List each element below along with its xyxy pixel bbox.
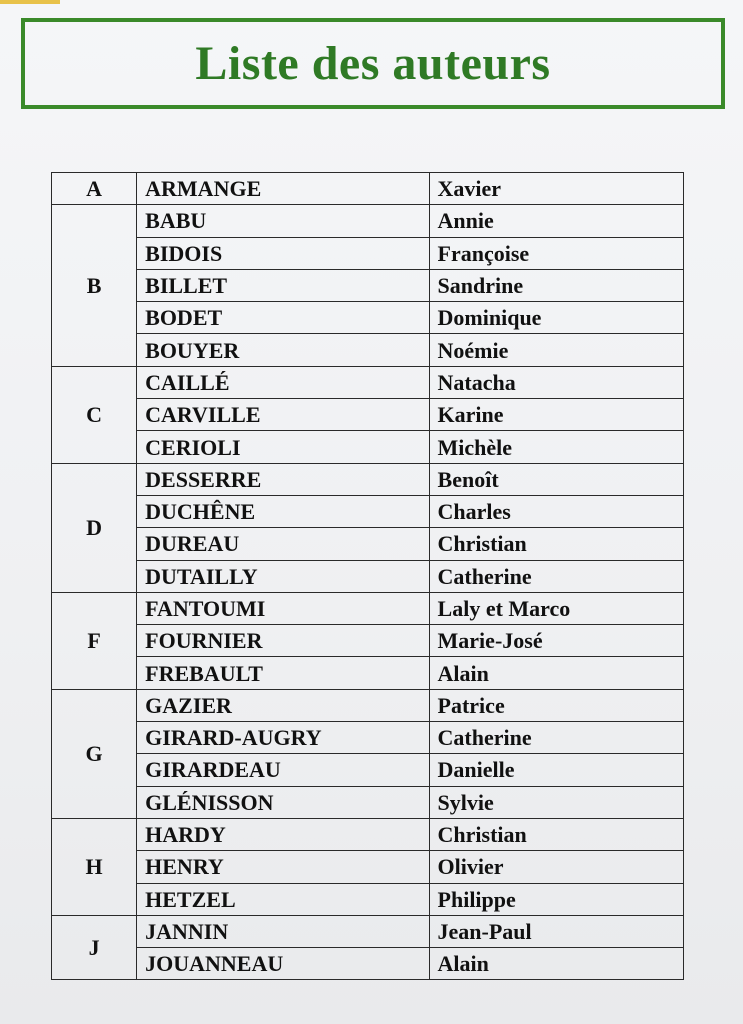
author-row [52, 722, 684, 754]
author-row [52, 592, 684, 624]
author-firstname: Michèle [429, 431, 683, 463]
author-firstname: Alain [429, 657, 683, 689]
author-surname: GIRARDEAU [137, 754, 429, 786]
author-row [52, 689, 684, 721]
author-row [52, 818, 684, 850]
author-surname: HARDY [137, 818, 429, 850]
author-firstname: Karine [429, 399, 683, 431]
author-firstname: Françoise [429, 237, 683, 269]
author-row [52, 948, 684, 980]
author-surname: BABU [137, 205, 429, 237]
group-letter: D [52, 463, 137, 592]
author-firstname: Olivier [429, 851, 683, 883]
author-surname: DUCHÊNE [137, 495, 429, 527]
author-row [52, 237, 684, 269]
author-row [52, 334, 684, 366]
author-firstname: Dominique [429, 302, 683, 334]
author-firstname: Charles [429, 495, 683, 527]
author-surname: BODET [137, 302, 429, 334]
author-surname: DESSERRE [137, 463, 429, 495]
author-surname: GIRARD-AUGRY [137, 722, 429, 754]
author-surname: GLÉNISSON [137, 786, 429, 818]
author-surname: GAZIER [137, 689, 429, 721]
author-firstname: Natacha [429, 366, 683, 398]
author-firstname: Philippe [429, 883, 683, 915]
author-surname: FOURNIER [137, 625, 429, 657]
author-row [52, 883, 684, 915]
author-surname: BILLET [137, 269, 429, 301]
author-row [52, 205, 684, 237]
page-title: Liste des auteurs [195, 37, 551, 90]
author-firstname: Catherine [429, 560, 683, 592]
author-row [52, 302, 684, 334]
author-row [52, 754, 684, 786]
group-letter: B [52, 205, 137, 366]
author-row [52, 399, 684, 431]
author-surname: BOUYER [137, 334, 429, 366]
author-firstname: Sylvie [429, 786, 683, 818]
author-surname: HETZEL [137, 883, 429, 915]
author-row [52, 657, 684, 689]
authors-table [51, 172, 684, 980]
author-surname: FANTOUMI [137, 592, 429, 624]
author-firstname: Marie-José [429, 625, 683, 657]
author-row [52, 495, 684, 527]
author-firstname: Xavier [429, 173, 683, 205]
author-surname: DUTAILLY [137, 560, 429, 592]
group-letter: H [52, 818, 137, 915]
author-firstname: Jean-Paul [429, 915, 683, 947]
author-firstname: Alain [429, 948, 683, 980]
author-row [52, 366, 684, 398]
author-surname: DUREAU [137, 528, 429, 560]
group-letter: J [52, 915, 137, 980]
author-surname: CERIOLI [137, 431, 429, 463]
title-frame [21, 18, 725, 109]
author-surname: JANNIN [137, 915, 429, 947]
group-letter: A [52, 173, 137, 205]
author-firstname: Annie [429, 205, 683, 237]
author-firstname: Noémie [429, 334, 683, 366]
group-letter: C [52, 366, 137, 463]
author-row [52, 431, 684, 463]
author-surname: HENRY [137, 851, 429, 883]
author-row [52, 625, 684, 657]
author-firstname: Laly et Marco [429, 592, 683, 624]
author-surname: JOUANNEAU [137, 948, 429, 980]
author-row [52, 463, 684, 495]
author-surname: ARMANGE [137, 173, 429, 205]
author-surname: CAILLÉ [137, 366, 429, 398]
author-firstname: Sandrine [429, 269, 683, 301]
author-row [52, 786, 684, 818]
author-row [52, 528, 684, 560]
tape-strip [0, 0, 60, 4]
author-firstname: Catherine [429, 722, 683, 754]
author-row [52, 560, 684, 592]
authors-table-body [52, 173, 684, 980]
author-row [52, 173, 684, 205]
author-surname: FREBAULT [137, 657, 429, 689]
group-letter: F [52, 592, 137, 689]
group-letter: G [52, 689, 137, 818]
author-firstname: Benoît [429, 463, 683, 495]
author-row [52, 851, 684, 883]
author-row [52, 269, 684, 301]
author-surname: CARVILLE [137, 399, 429, 431]
author-surname: BIDOIS [137, 237, 429, 269]
author-firstname: Christian [429, 528, 683, 560]
author-firstname: Danielle [429, 754, 683, 786]
author-firstname: Christian [429, 818, 683, 850]
author-firstname: Patrice [429, 689, 683, 721]
author-row [52, 915, 684, 947]
